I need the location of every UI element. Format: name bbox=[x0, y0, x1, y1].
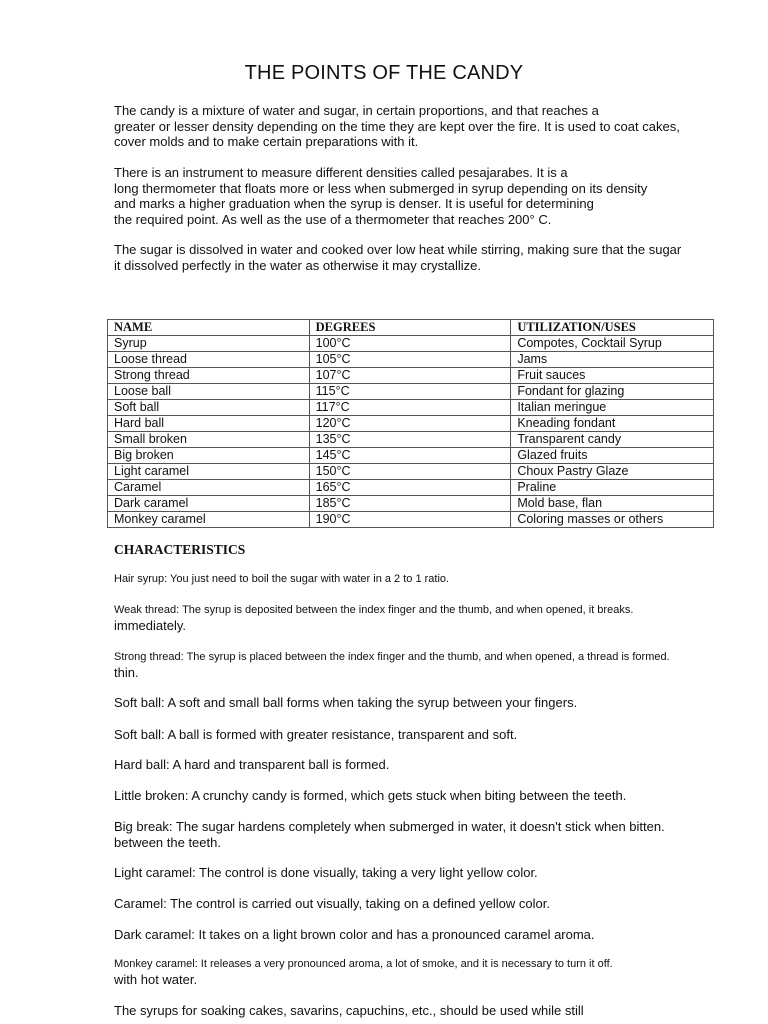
cell-name: Hard ball bbox=[108, 416, 310, 432]
cell-name: Syrup bbox=[108, 336, 310, 352]
cell-name: Big broken bbox=[108, 448, 310, 464]
text-line: Light caramel: The control is done visually, taking a very light yellow color. bbox=[114, 865, 538, 880]
characteristic-item bbox=[114, 896, 550, 912]
cell-degrees: 135°C bbox=[309, 432, 511, 448]
text-line: Soft ball: A soft and small ball forms when taking the syrup between your fingers. bbox=[114, 695, 578, 710]
cell-degrees: 165°C bbox=[309, 480, 511, 496]
cell-degrees: 100°C bbox=[309, 336, 511, 352]
characteristic-item bbox=[114, 927, 595, 943]
cell-degrees: 150°C bbox=[309, 464, 511, 480]
cell-name: Small broken bbox=[108, 432, 310, 448]
table-row bbox=[108, 512, 714, 528]
table-row bbox=[108, 336, 714, 352]
cell-uses: Mold base, flan bbox=[511, 496, 714, 512]
text-line: The candy is a mixture of water and sugar, in certain proportions, and that reaches a bbox=[114, 103, 599, 118]
cell-uses: Transparent candy bbox=[511, 432, 714, 448]
table-header-row bbox=[108, 320, 714, 336]
characteristic-item bbox=[114, 1003, 584, 1019]
cell-uses: Fruit sauces bbox=[511, 368, 714, 384]
text-line: Little broken: A crunchy candy is formed, which gets stuck when biting between the teeth. bbox=[114, 788, 627, 803]
cell-uses: Compotes, Cocktail Syrup bbox=[511, 336, 714, 352]
characteristic-item bbox=[114, 757, 389, 773]
table-row bbox=[108, 400, 714, 416]
text-line: thin. bbox=[114, 665, 139, 680]
cell-degrees: 120°C bbox=[309, 416, 511, 432]
text-line: it dissolved perfectly in the water as otherwise it may crystallize. bbox=[114, 257, 482, 273]
cell-degrees: 185°C bbox=[309, 496, 511, 512]
cell-degrees: 145°C bbox=[309, 448, 511, 464]
cell-uses: Jams bbox=[511, 352, 714, 368]
characteristic-item bbox=[114, 788, 626, 804]
characteristic-item bbox=[114, 819, 665, 851]
cell-uses: Choux Pastry Glaze bbox=[511, 464, 714, 480]
table-row bbox=[108, 416, 714, 432]
text-line: and marks a higher graduation when the syrup is denser. It is useful for determining bbox=[114, 196, 594, 211]
cell-name: Soft ball bbox=[108, 400, 310, 416]
characteristic-item bbox=[114, 695, 577, 711]
characteristic-item bbox=[114, 602, 633, 634]
text-line: Weak thread: The syrup is deposited between the index finger and the thumb, and when opened, it breaks. bbox=[114, 604, 634, 616]
cell-uses: Glazed fruits bbox=[511, 448, 714, 464]
cell-name: Loose thread bbox=[108, 352, 310, 368]
cell-degrees: 107°C bbox=[309, 368, 511, 384]
cell-degrees: 115°C bbox=[309, 384, 511, 400]
text-line: There is an instrument to measure different densities called pesajarabes. It is a bbox=[114, 165, 568, 180]
cell-name: Loose ball bbox=[108, 384, 310, 400]
text-line: The sugar is dissolved in water and cooked over low heat while stirring, making sure that the sugar bbox=[114, 242, 682, 257]
instrument-paragraph bbox=[114, 165, 647, 227]
characteristic-item bbox=[114, 727, 517, 743]
cell-name: Light caramel bbox=[108, 464, 310, 480]
cell-uses: Italian meringue bbox=[511, 400, 714, 416]
text-line: cover molds and to make certain preparations with it. bbox=[114, 134, 419, 149]
cell-degrees: 190°C bbox=[309, 512, 511, 528]
cell-uses: Fondant for glazing bbox=[511, 384, 714, 400]
header-uses: UTILIZATION/USES bbox=[511, 320, 714, 336]
cell-name: Caramel bbox=[108, 480, 310, 496]
cell-uses: Praline bbox=[511, 480, 714, 496]
intro-paragraph bbox=[114, 103, 680, 150]
text-line: Strong thread: The syrup is placed between the index finger and the thumb, and when opened, a thread is formed. bbox=[114, 651, 670, 663]
text-line: Soft ball: A ball is formed with greater resistance, transparent and soft. bbox=[114, 727, 518, 742]
text-line: with hot water. bbox=[114, 972, 198, 987]
table-row bbox=[108, 464, 714, 480]
characteristic-item bbox=[114, 571, 449, 587]
text-line: Caramel: The control is carried out visually, taking on a defined yellow color. bbox=[114, 896, 550, 911]
text-line: greater or lesser density depending on the time they are kept over the fire. It is used to coat cakes, bbox=[114, 118, 680, 134]
table-row bbox=[108, 448, 714, 464]
characteristic-item bbox=[114, 649, 670, 681]
cell-degrees: 117°C bbox=[309, 400, 511, 416]
method-paragraph bbox=[114, 242, 681, 273]
text-line: Hard ball: A hard and transparent ball is formed. bbox=[114, 757, 390, 772]
text-line: the required point. As well as the use of a thermometer that reaches 200° C. bbox=[114, 211, 552, 227]
text-line: Hair syrup: You just need to boil the sugar with water in a 2 to 1 ratio. bbox=[114, 573, 450, 585]
cell-uses: Coloring masses or others bbox=[511, 512, 714, 528]
text-line: Monkey caramel: It releases a very pronounced aroma, a lot of smoke, and it is necessary to turn it off. bbox=[114, 958, 613, 970]
text-line: Dark caramel: It takes on a light brown color and has a pronounced caramel aroma. bbox=[114, 927, 595, 942]
candy-points-table bbox=[107, 319, 714, 528]
table-row bbox=[108, 496, 714, 512]
cell-uses: Kneading fondant bbox=[511, 416, 714, 432]
characteristic-item bbox=[114, 865, 538, 881]
text-line: immediately. bbox=[114, 618, 187, 633]
cell-name: Monkey caramel bbox=[108, 512, 310, 528]
text-line: between the teeth. bbox=[114, 835, 221, 850]
header-degrees: DEGREES bbox=[309, 320, 511, 336]
text-line: The syrups for soaking cakes, savarins, capuchins, etc., should be used while still bbox=[114, 1003, 584, 1018]
characteristic-item bbox=[114, 956, 613, 988]
cell-name: Dark caramel bbox=[108, 496, 310, 512]
table-row bbox=[108, 432, 714, 448]
table-row bbox=[108, 368, 714, 384]
cell-degrees: 105°C bbox=[309, 352, 511, 368]
cell-name: Strong thread bbox=[108, 368, 310, 384]
header-name: NAME bbox=[108, 320, 310, 336]
table-row bbox=[108, 352, 714, 368]
table-row bbox=[108, 480, 714, 496]
text-line: long thermometer that floats more or less when submerged in syrup depending on its density bbox=[114, 180, 648, 196]
table-row bbox=[108, 384, 714, 400]
page-title: THE POINTS OF THE CANDY bbox=[244, 62, 524, 84]
characteristics-heading: CHARACTERISTICS bbox=[114, 542, 246, 557]
text-line: Big break: The sugar hardens completely when submerged in water, it doesn't stick when bitten. bbox=[114, 819, 665, 834]
